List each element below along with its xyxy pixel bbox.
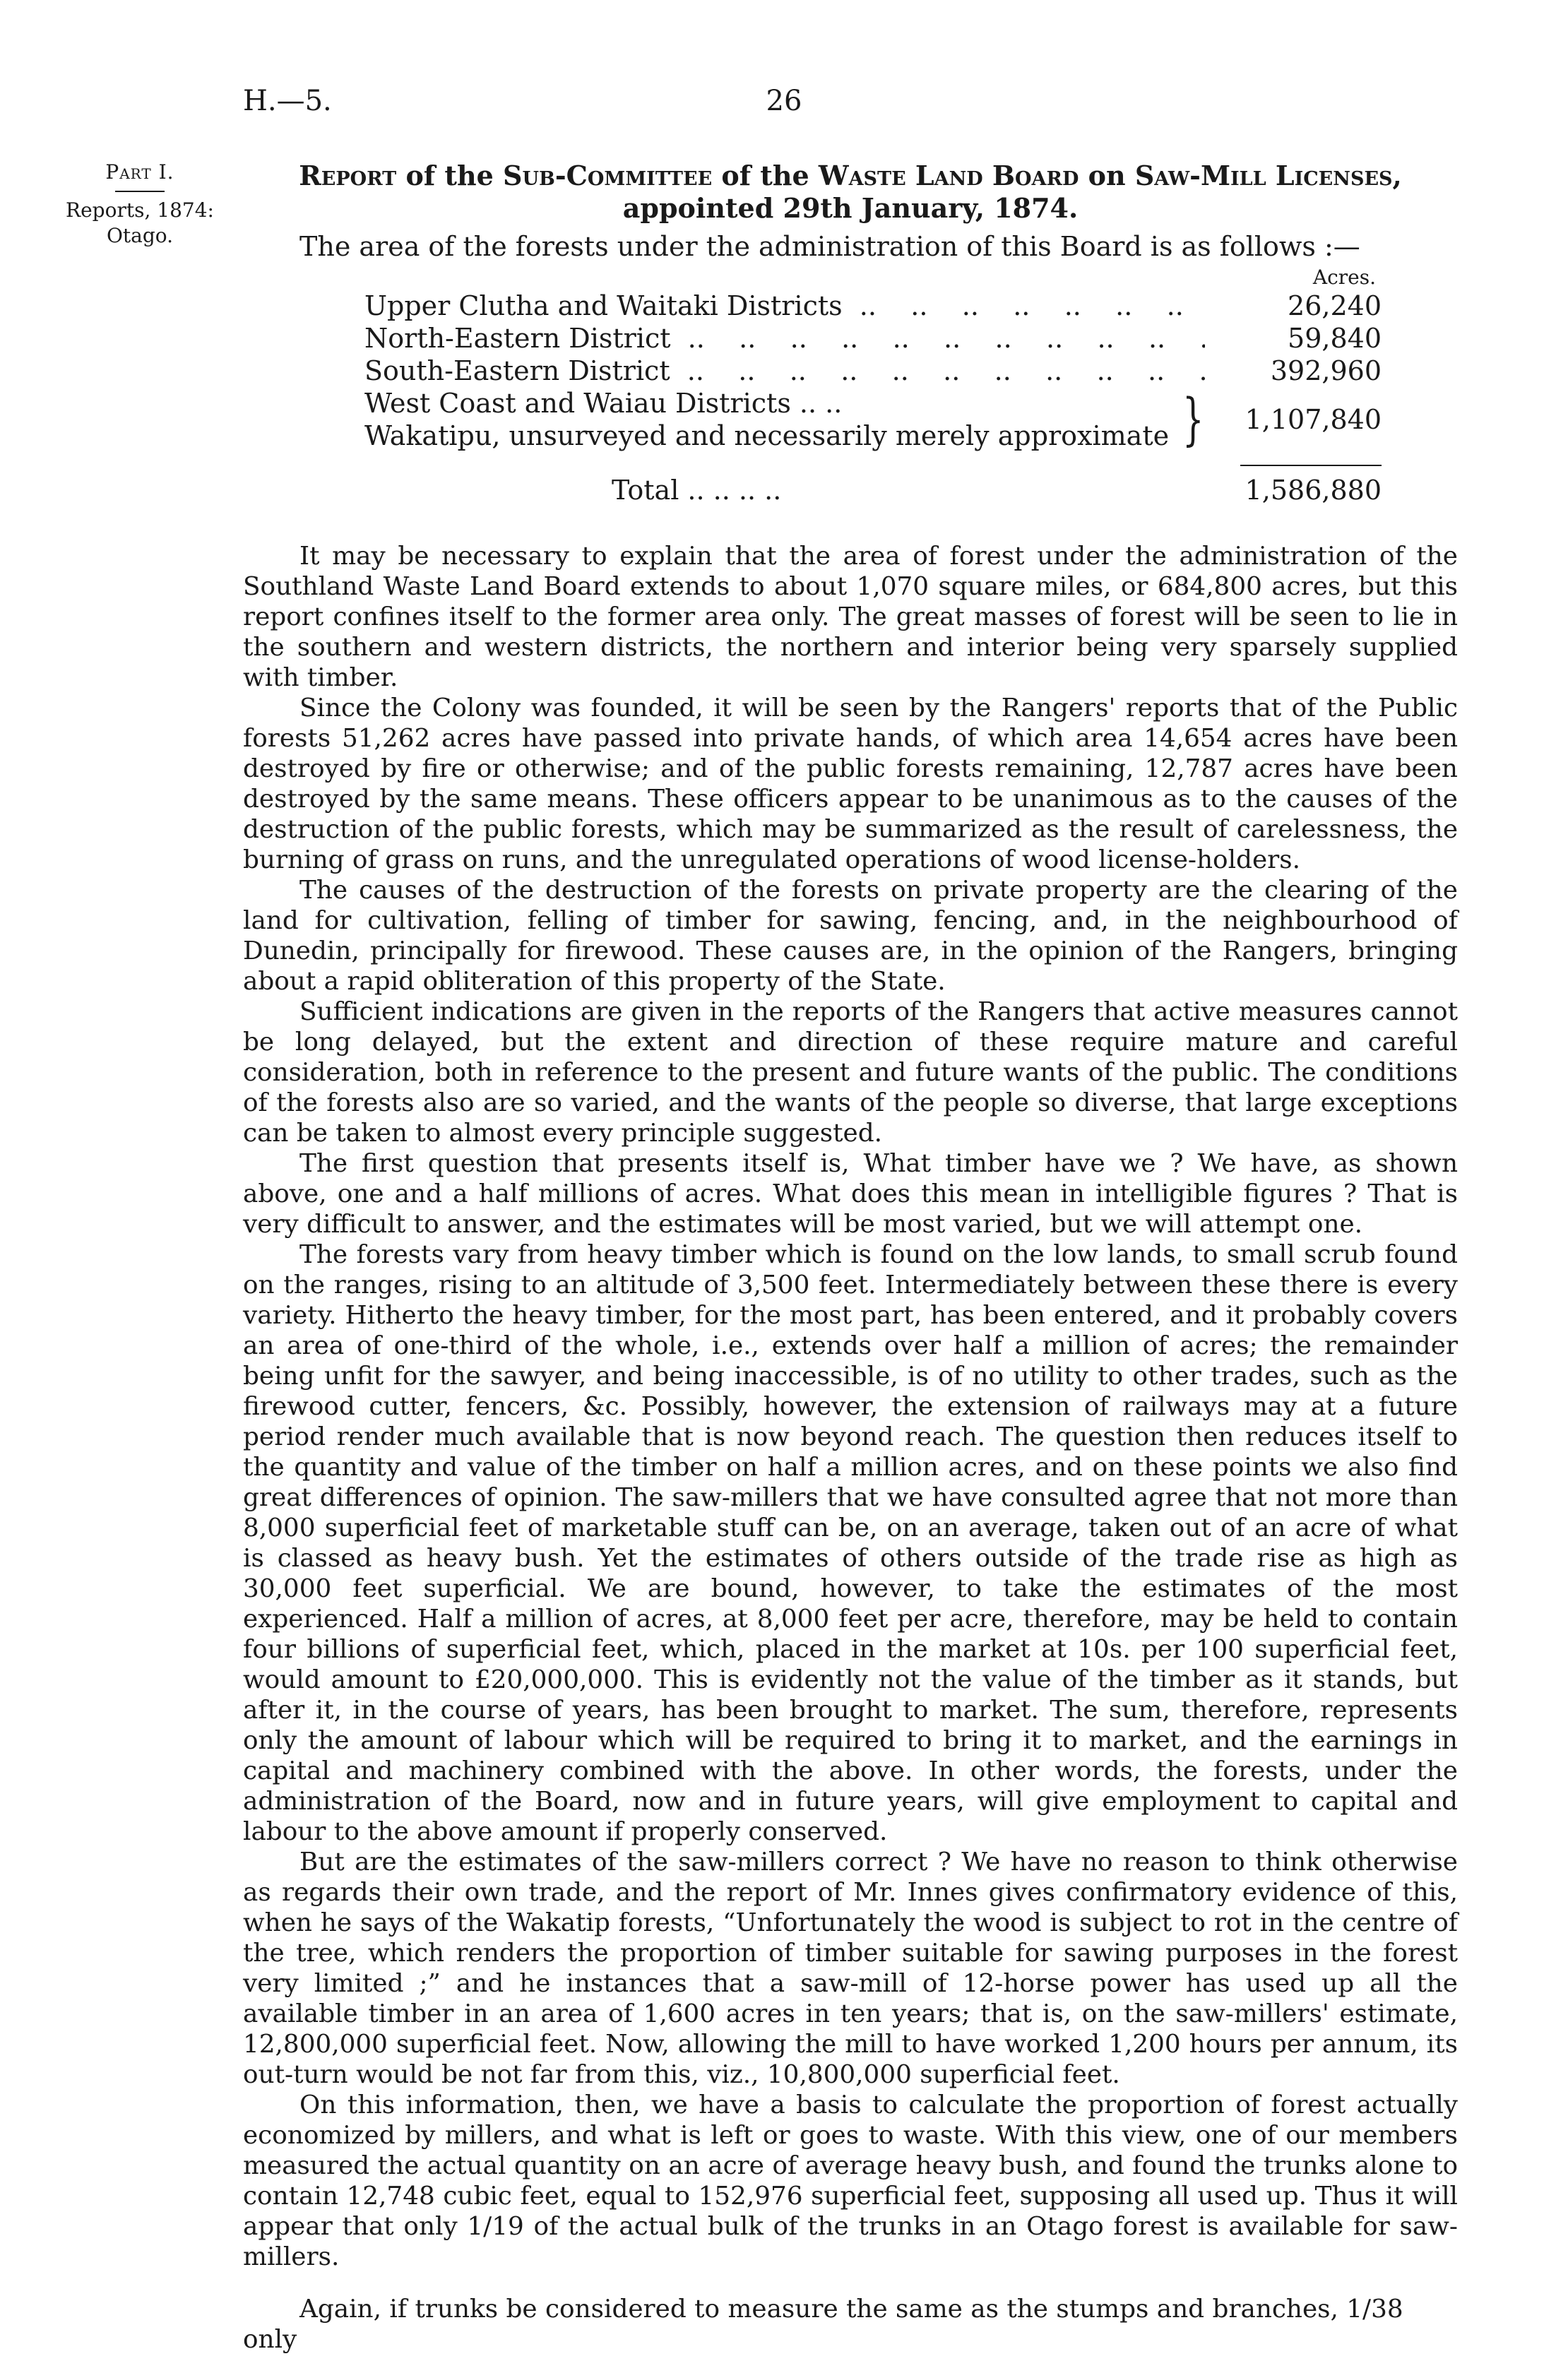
document-id: H.—5. <box>243 85 332 117</box>
paragraph: The forests vary from heavy timber which is found on the low lands, to small scrub found on the ranges, rising to an altitude of 3,500 feet. Intermediately between these there is every variety. Hitherto the heavy timber, for the most part, has been entered, and it probably covers an area of one-third of the whole, i.e., extends over half a million of acres; the remainder being unfit for the sawyer, and being inaccessible, is of no utility to other trades, such as the firewood cutter, fencers, &c. Possibly, however, the extension of railways may at a future period render much available that is now beyond reach. The question then reduces itself to the quantity and value of the timber on half a million acres, and on these points we also find great differences of opinion. The saw-millers that we have consulted agree that not more than 8,000 superficial feet of marketable stuff can be, on an average, taken out of an acre of what is classed as heavy bush. Yet the estimates of others outside of the trade rise as high as 30,000 feet superficial. We are bound, however, to take the estimates of the most experienced. Half a million of acres, at 8,000 feet per acre, therefore, may be held to contain four billions of superficial feet, which, placed in the market at 10s. per 100 superficial feet, would amount to £20,000,000. This is evidently not the value of the timber as it stands, but after it, in the course of years, has been brought to market. The sum, therefore, represents only the amount of labour which will be required to bring it to market, and the earnings in capital and machinery combined with the above. In other words, the forests, under the administration of the Board, now and in future years, will give employment to capital and labour to the above amount if properly conserved. <box>243 1240 1458 1846</box>
main-content <box>243 160 1458 2272</box>
acres-column-header: Acres. <box>1312 266 1376 289</box>
total-row <box>364 470 1382 510</box>
table-row-label: South-Eastern District .. <box>364 355 1205 387</box>
closing-line: Again, if trunks be considered to measure the same as the stumps and branches, 1/38 only <box>243 2295 1403 2354</box>
report-title <box>243 160 1458 225</box>
title-prefix: Report <box>299 160 397 191</box>
total-value: 1,586,880 <box>1245 475 1382 506</box>
title-licenses: Saw-Mill Licenses <box>1134 160 1393 191</box>
table-row-label: Upper Clutha and Waitaki Districts .. <box>364 290 1205 322</box>
margin-part-label: Part I. <box>105 160 174 184</box>
paragraph: But are the estimates of the saw-millers correct ? We have no reason to think otherwise as regards their own trade, and the report of Mr. Innes gives confirmatory evidence of this, when he says of the Wakatip forests, “Unfortunately the wood is subject to rot in the centre of the tree, which renders the proportion of timber suitable for sawing purposes in the forest very limited ;” and he instances that a saw-mill of 12-horse power has used up all the available timber in an area of 1,600 acres in ten years; that is, on the saw-millers' estimate, 12,800,000 superficial feet. Now, allowing the mill to have worked 1,200 hours per annum, its out-turn would be not far from this, viz., 10,800,000 superficial feet. <box>243 1848 1458 2089</box>
paragraph: Sufficient indications are given in the reports of the Rangers that active measures cannot be long delayed, but the extent and direction of these require mature and careful consideration, both in reference to the present and future wants of the public. The conditions of the forests also are so varied, and the wants of the people so diverse, that large exceptions can be taken to almost every principle suggested. <box>243 997 1458 1148</box>
bracket-row-value: 1,107,840 <box>1245 404 1382 435</box>
bracket-row-label-2: Wakatipu, unsurveyed and necessarily merely approximate <box>364 420 1170 451</box>
table-row-value: 392,960 <box>1270 355 1382 386</box>
total-label: Total .. .. .. .. <box>612 475 782 506</box>
page-number: 26 <box>766 85 802 117</box>
title-text-4: , appointed 29th January, 1874. <box>622 160 1402 224</box>
curly-brace-icon: } <box>1182 386 1204 452</box>
intro-line: The area of the forests under the administration of this Board is as follows :— <box>299 231 1360 262</box>
margin-region-label: Otago. <box>106 224 174 247</box>
paragraph: On this information, then, we have a basis to calculate the proportion of forest actually economized by millers, and what is left or goes to waste. With this view, one of our members measured the actual quantity on an acre of average heavy bush, and found the trunks alone to contain 12,748 cubic feet, equal to 152,976 superficial feet, supposing all used up. Thus it will appear that only 1/19 of the actual bulk of the trunks in an Otago forest is available for saw-millers. <box>243 2091 1458 2271</box>
paragraph: It may be necessary to explain that the area of forest under the administration of the Southland Waste Land Board extends to about 1,070 square miles, or 684,800 acres, but this report confines itself to the former area only. The great masses of forest will be seen to lie in the southern and western districts, the northern and interior being very sparsely supplied with timber. <box>243 542 1458 692</box>
title-committee: Sub-Committee <box>503 160 713 191</box>
title-text-2: of the <box>712 160 819 191</box>
title-text-3: on <box>1079 160 1135 191</box>
table-row-value: 26,240 <box>1288 290 1382 321</box>
paragraph: The first question that presents itself is, What timber have we ? We have, as shown above, one and a half millions of acres. What does this mean in intelligible figures ? That is very difficult to answer, and the estimates will be most varied, but we will attempt one. <box>243 1149 1458 1239</box>
margin-reports-label: Reports, 1874: <box>66 198 214 222</box>
margin-note <box>62 160 218 249</box>
table-row <box>364 355 1382 387</box>
table-row-value: 59,840 <box>1288 323 1382 354</box>
total-rule <box>1240 465 1382 466</box>
margin-rule <box>115 191 165 192</box>
bracketed-rows <box>364 387 1382 452</box>
title-board: Waste Land Board <box>818 160 1079 191</box>
bracket-row-label-1: West Coast and Waiau Districts .. .. <box>364 388 843 419</box>
table-row-label: North-Eastern District .. <box>364 322 1205 355</box>
running-header <box>0 85 1568 127</box>
title-text-1: of the <box>396 160 504 191</box>
paragraph: Since the Colony was founded, it will be seen by the Rangers' reports that of the Public forests 51,262 acres have passed into private hands, of which area 14,654 acres have been destroyed by fire or otherwise; and of the public forests remaining, 12,787 acres have been destroyed by the same means. These officers appear to be unanimous as to the causes of the destruction of the public forests, which may be summarized as the result of carelessness, the burning of grass on runs, and the unregulated operations of wood license-holders. <box>243 694 1458 874</box>
paragraph: The causes of the destruction of the forests on private property are the clearing of the land for cultivation, felling of timber for sawing, fencing, and, in the neighbourhood of Dunedin, principally for firewood. These causes are, in the opinion of the Rangers, bringing about a rapid obliteration of this property of the State. <box>243 876 1458 996</box>
forest-area-table <box>364 266 1382 510</box>
report-body <box>243 541 1458 2272</box>
table-row <box>364 322 1382 355</box>
table-row <box>364 290 1382 322</box>
